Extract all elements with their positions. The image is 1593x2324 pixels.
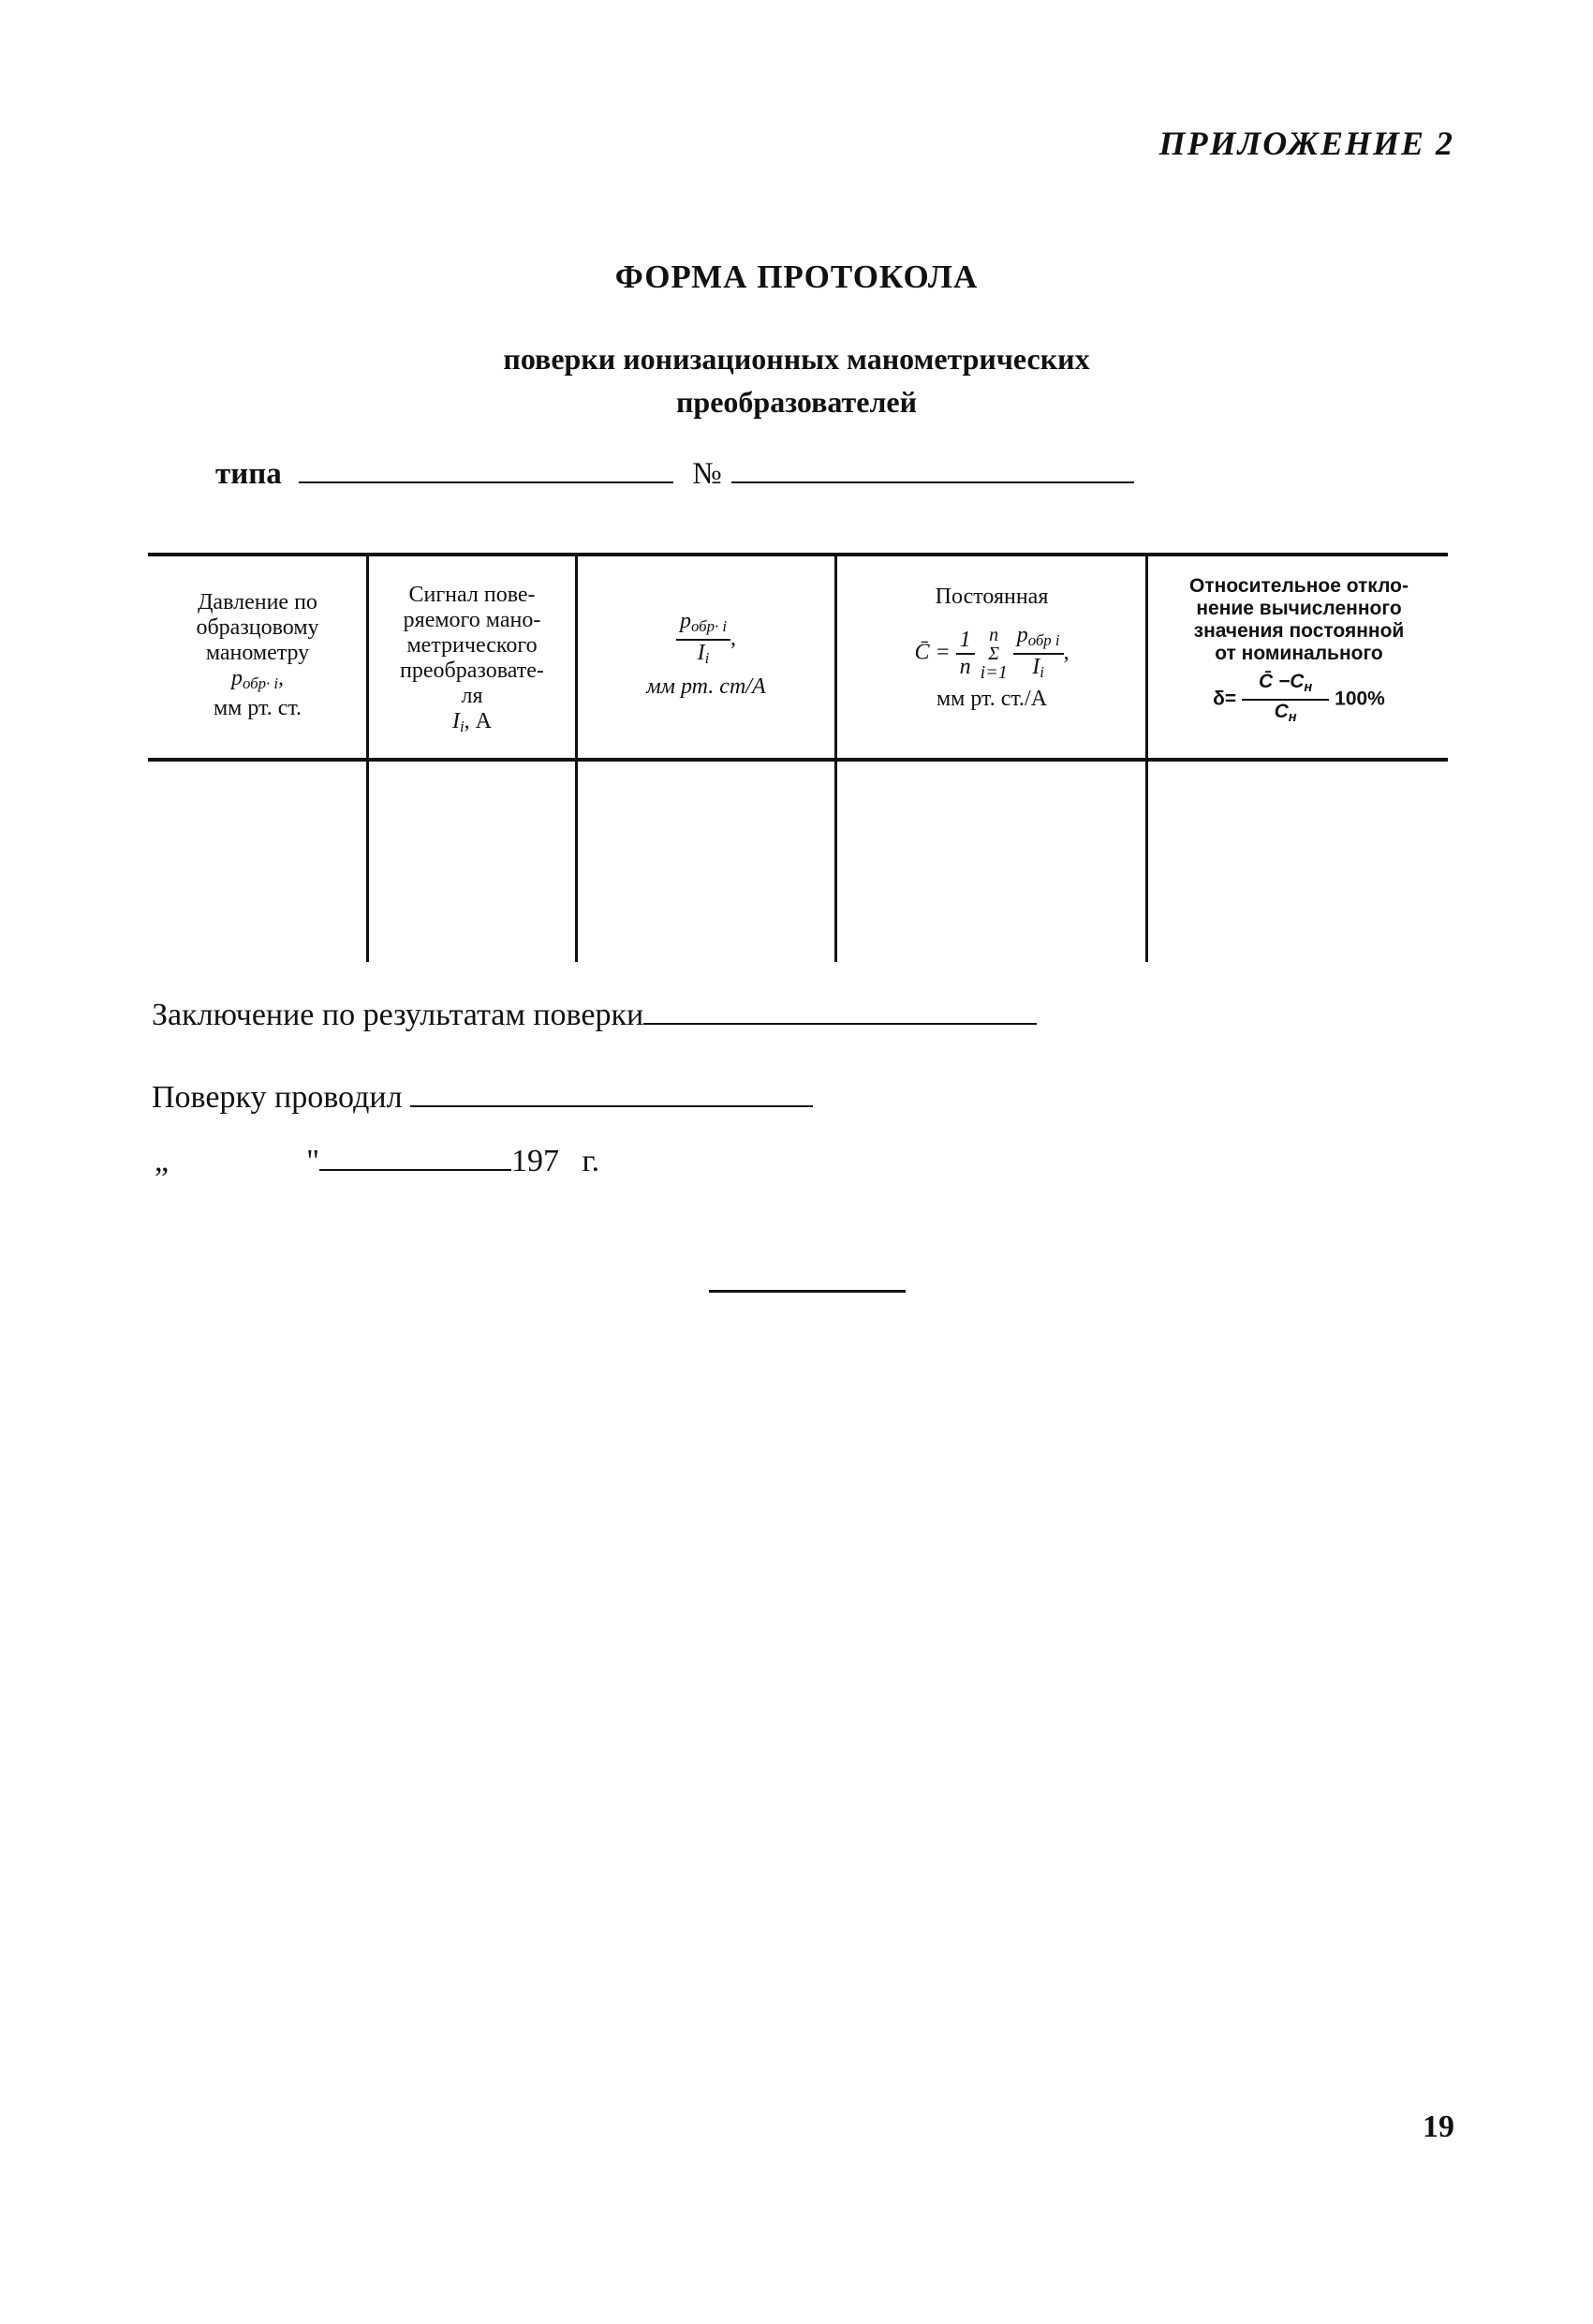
header-text: преобразовате-: [400, 659, 544, 683]
subtitle-line-1: поверки ионизационных манометрических: [503, 342, 1090, 376]
header-text: Постоянная: [935, 585, 1049, 609]
end-rule: [709, 1290, 906, 1293]
column-divider-4: [1145, 556, 1148, 962]
header-cell-constant: [839, 585, 1144, 712]
table-top-rule: [148, 553, 1448, 556]
header-text: от номинального: [1215, 643, 1383, 664]
body-cell-pressure[interactable]: [150, 764, 365, 961]
type-label: типа: [215, 457, 282, 491]
number-sign: №: [692, 457, 722, 491]
header-text: значения постоянной: [1193, 620, 1405, 642]
signal-symbol: $I_i$, А: [451, 709, 492, 735]
date-quote-open: „: [155, 1144, 170, 1178]
header-text: нение вычисленного: [1196, 598, 1402, 619]
constant-formula: C̄ = $\frac{1}{n}$ n Σ i=1 $\frac{p_{обр i}}{I_i}$ ,: [914, 623, 1069, 683]
header-cell-signal: [371, 583, 573, 739]
header-cell-deviation: [1150, 575, 1448, 729]
header-text: метрического: [406, 633, 538, 658]
header-text: манометру: [205, 641, 310, 665]
verifier-label: Поверку проводил: [152, 1080, 403, 1115]
conclusion-blank[interactable]: [643, 995, 1037, 1025]
subtitle-line-2: преобразователей: [675, 385, 918, 419]
conclusion-label: Заключение по результатам поверки: [152, 998, 644, 1032]
column-divider-2: [575, 556, 578, 962]
deviation-formula: δ= $\frac{C̄ -C_н}{C_н}$ 100%: [1213, 671, 1385, 725]
page-number: 19: [1423, 2109, 1454, 2144]
body-cell-deviation[interactable]: [1150, 764, 1448, 961]
number-blank[interactable]: [731, 453, 1134, 483]
body-cell-constant[interactable]: [839, 764, 1144, 961]
date-quote-close: ": [306, 1144, 319, 1178]
date-year-suffix: г.: [582, 1144, 600, 1178]
header-unit: мм рт. ст./А: [936, 687, 1048, 711]
form-title: ФОРМА ПРОТОКОЛА: [614, 259, 979, 295]
verifier-row: [152, 1077, 813, 1116]
header-text: ля: [461, 684, 483, 708]
header-text: Относительное откло-: [1189, 575, 1409, 597]
date-row: [155, 1141, 599, 1179]
appendix-label: ПРИЛОЖЕНИЕ 2: [1158, 125, 1454, 162]
header-text: Давление по: [198, 590, 317, 614]
body-cell-signal[interactable]: [371, 764, 573, 961]
date-year: 197: [510, 1144, 559, 1178]
type-field-row: [215, 453, 1134, 492]
table-header-rule: [148, 758, 1448, 762]
header-text: Сигнал пове-: [408, 583, 536, 607]
conclusion-row: [152, 995, 1037, 1033]
verifier-blank[interactable]: [410, 1077, 813, 1107]
column-divider-1: [366, 556, 369, 962]
header-unit: мм рт. ст.: [213, 696, 302, 720]
type-blank[interactable]: [299, 453, 673, 483]
header-unit: мм рт. ст/А: [646, 674, 766, 699]
header-text: ряемого мано-: [403, 608, 541, 632]
date-month-blank[interactable]: [319, 1141, 511, 1171]
ratio-fraction: $\frac{p_{обр\cdot i}}{I_i}$ ,: [579, 609, 833, 671]
body-cell-ratio[interactable]: [579, 764, 833, 961]
pressure-symbol: $p_{обр\cdot i}$,: [230, 666, 285, 692]
header-cell-pressure: [150, 590, 365, 721]
column-divider-3: [834, 556, 837, 962]
header-cell-ratio: [579, 609, 833, 700]
header-text: образцовому: [196, 615, 319, 640]
form-subtitle: [0, 337, 1593, 423]
